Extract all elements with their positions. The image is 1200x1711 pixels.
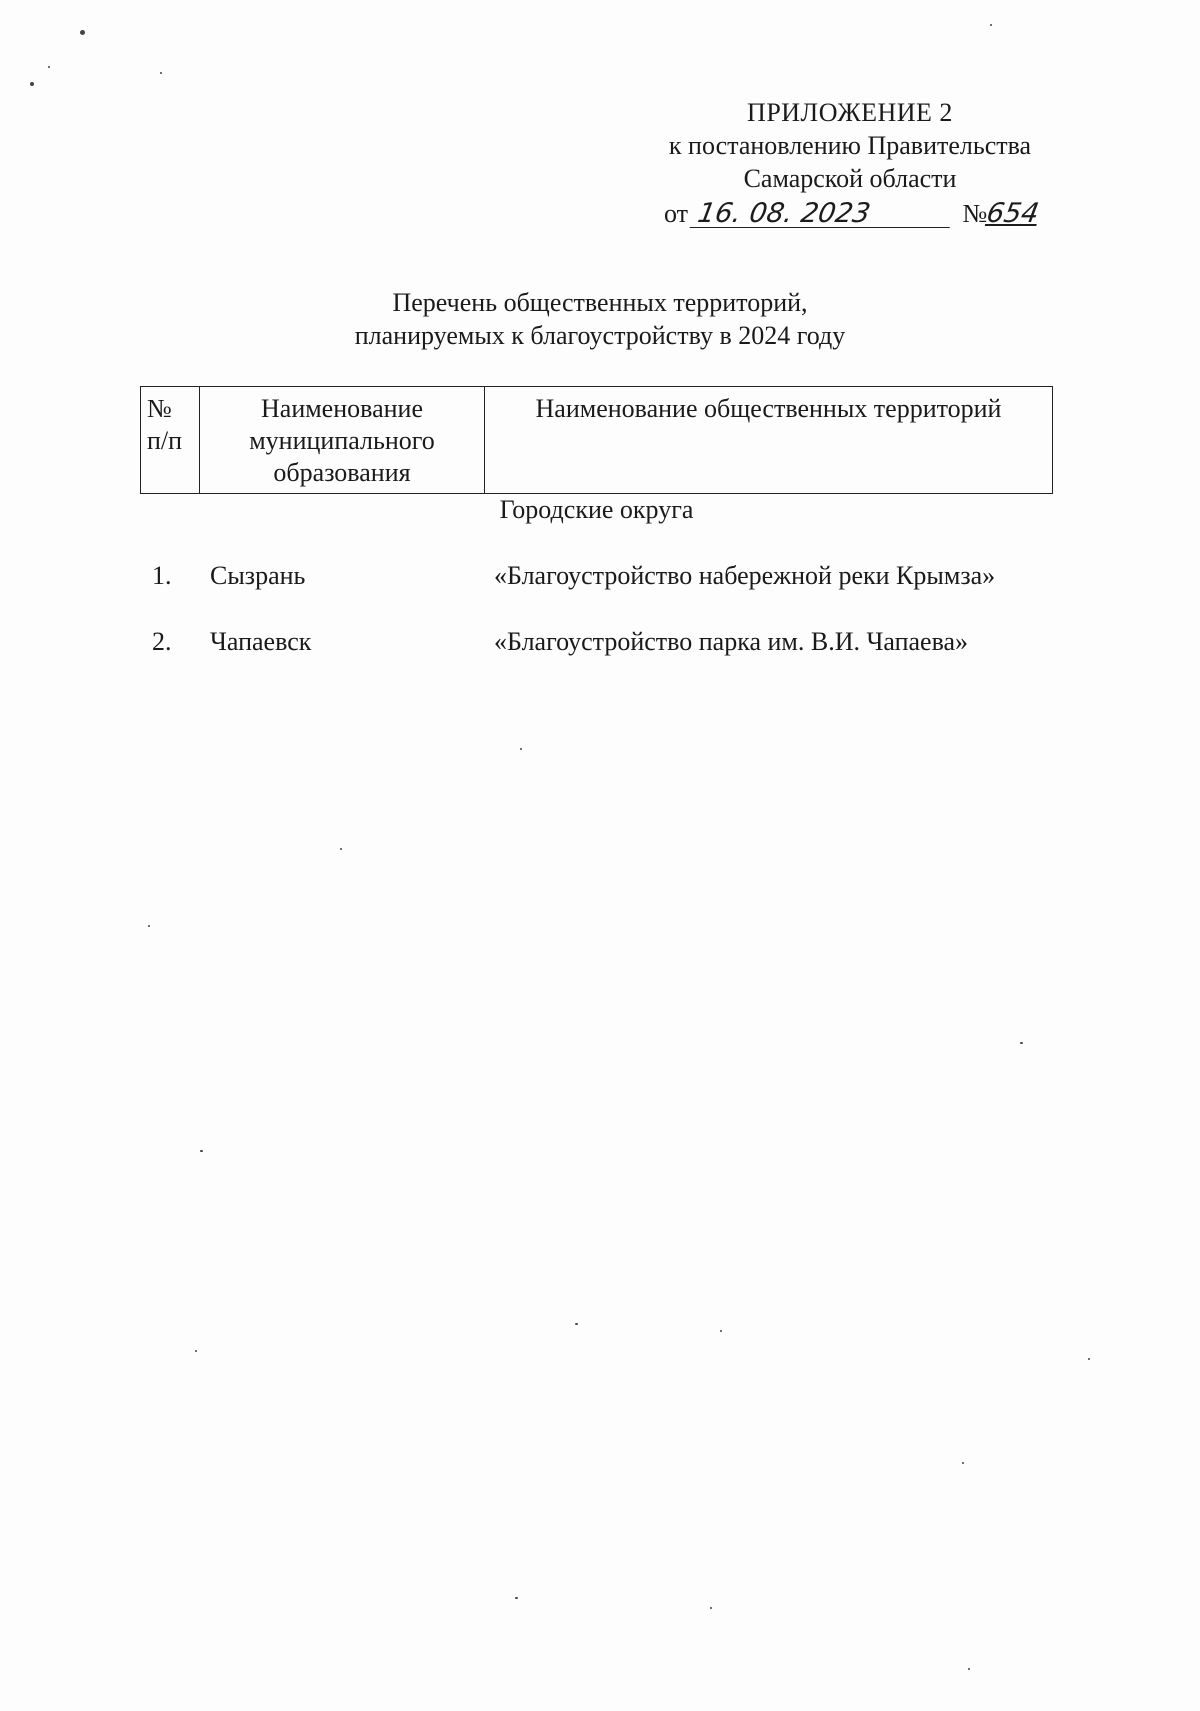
date-prefix: от (664, 199, 689, 228)
table-row (140, 626, 1053, 658)
row-territory: «Благоустройство парка им. В.И. Чапаева» (494, 627, 969, 656)
scan-speck (968, 1668, 970, 1670)
scan-speck (575, 1323, 578, 1325)
scan-speck (340, 848, 342, 850)
number-sign: № (962, 199, 988, 228)
scan-speck (1020, 1042, 1023, 1044)
header-municipality: Наименование муниципального образования (200, 387, 485, 494)
document-title (140, 286, 1060, 352)
table-header-row (141, 387, 1053, 494)
territories-table-header (140, 386, 1053, 494)
scan-speck (195, 1350, 197, 1352)
scan-speck (1088, 1358, 1090, 1360)
title-line-2: планируемых к благоустройству в 2024 году (354, 321, 846, 350)
scan-speck (720, 1330, 722, 1332)
scan-speck (520, 748, 522, 750)
header-territory: Наименование общественных территорий (485, 387, 1053, 494)
date-number-line (664, 198, 1042, 229)
header-number: № п/п (141, 387, 200, 494)
scan-speck (515, 1597, 518, 1599)
row-territory: «Благоустройство набережной реки Крымза» (494, 561, 996, 590)
scan-speck (148, 925, 150, 927)
scan-speck (200, 1150, 203, 1152)
handwritten-number: 654 (984, 198, 1042, 229)
title-line-1: Перечень общественных территорий, (392, 288, 808, 317)
appendix-header (600, 96, 1100, 195)
scan-speck (160, 72, 162, 74)
resolution-reference: к постановлению Правительства (668, 131, 1032, 160)
region-name: Самарской области (743, 164, 957, 193)
row-number: 2. (152, 627, 172, 656)
section-heading: Городские округа (499, 495, 694, 524)
scan-speck (710, 1607, 712, 1609)
scan-speck (48, 66, 50, 68)
row-municipality: Чапаевск (210, 627, 312, 656)
scan-speck (30, 82, 34, 86)
table-row (140, 560, 1053, 592)
row-municipality: Сызрань (210, 561, 306, 590)
scan-speck (990, 24, 992, 26)
row-number: 1. (152, 561, 172, 590)
scan-speck (80, 30, 85, 35)
scan-speck (962, 1462, 964, 1464)
appendix-title: ПРИЛОЖЕНИЕ 2 (747, 98, 953, 127)
handwritten-date: 16. 08. 2023 (690, 201, 955, 228)
